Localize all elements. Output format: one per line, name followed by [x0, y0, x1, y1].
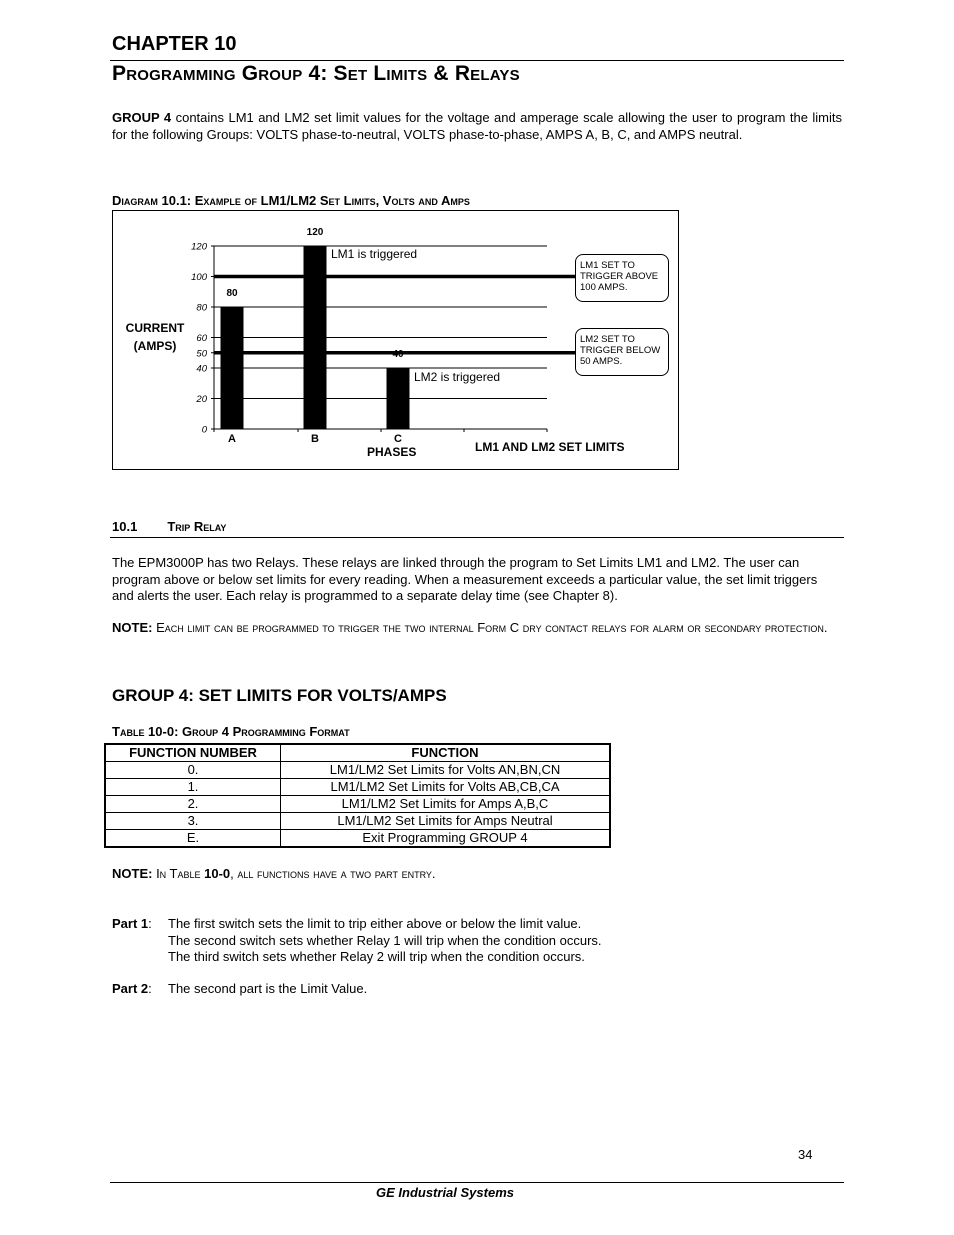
lm1-triggered-note: LM1 is triggered [331, 247, 418, 261]
part2-text: The second part is the Limit Value. [168, 981, 368, 996]
section-title: Trip Relay [167, 519, 227, 534]
table-row [105, 762, 610, 779]
x-tick-label: A [228, 433, 236, 445]
function-number: 3. [105, 813, 281, 830]
footer-company: GE Industrial Systems [376, 1185, 514, 1200]
section-number: 10.1 [112, 519, 138, 534]
function-description: LM1/LM2 Set Limits for Amps Neutral [281, 813, 611, 830]
trip-relay-body: The EPM3000P has two Relays. These relays are linked through the program to Set Limits LM1 and LM2. The user can program above or below set limits for every reading. When a measurement exceeds a particular value, the set limit triggers and alerts the user. Each relay is programmed to a separate delay time (see Chapter 8). [112, 555, 818, 603]
chapter-label: CHAPTER 10 [112, 33, 237, 55]
header-rule [110, 60, 844, 61]
page-number: 34 [798, 1147, 813, 1162]
trip-relay-note [112, 620, 842, 637]
bar-value-label: 40 [392, 349, 404, 360]
function-description: LM1/LM2 Set Limits for Amps A,B,C [281, 796, 611, 813]
part1-line: The first switch sets the limit to trip either above or below the limit value. [168, 916, 582, 931]
diagram-caption: Diagram 10.1: Example of LM1/LM2 Set Limits, Volts and Amps [112, 193, 470, 208]
intro-paragraph [112, 110, 842, 143]
table-note-pre: In Table [152, 866, 205, 881]
y-tick-label: 20 [196, 394, 207, 405]
group4-heading: GROUP 4: SET LIMITS FOR VOLTS/AMPS [112, 686, 447, 705]
section-10-1-heading [112, 519, 226, 534]
bar-b [304, 246, 327, 429]
y-tick-label: 100 [191, 272, 207, 283]
part1-colon: : [148, 916, 152, 931]
lm2-callout: LM2 SET TO TRIGGER BELOW 50 AMPS. [575, 328, 669, 376]
table-row [105, 813, 610, 830]
y-tick-label: 0 [201, 424, 207, 436]
y-label-line1: CURRENT [125, 321, 185, 335]
lm1-callout: LM1 SET TO TRIGGER ABOVE 100 AMPS. [575, 254, 669, 302]
table-caption: Table 10-0: Group 4 Programming Format [112, 724, 350, 739]
diagram-frame [112, 210, 679, 470]
part1-label: Part 1 [112, 916, 149, 931]
x-tick-label: C [394, 433, 402, 445]
y-tick-label: 80 [196, 302, 207, 314]
section-rule [110, 537, 844, 538]
table-row [105, 779, 610, 796]
y-axis-label [123, 321, 187, 353]
lm2-triggered-note: LM2 is triggered [414, 370, 501, 384]
page-title: Programming Group 4: Set Limits & Relays [112, 62, 520, 85]
function-number: E. [105, 830, 281, 848]
table-note [112, 866, 436, 883]
part2 [112, 981, 152, 998]
x-tick-label: B [311, 433, 319, 445]
intro-lead: GROUP 4 [112, 110, 172, 125]
bar-c [387, 368, 410, 429]
x-axis-label: PHASES [367, 445, 417, 459]
function-description: LM1/LM2 Set Limits for Volts AN,BN,CN [281, 762, 611, 779]
set-limits-label: LM1 AND LM2 SET LIMITS [475, 440, 625, 454]
note-label: NOTE: [112, 620, 153, 635]
part1 [112, 916, 152, 933]
function-number: 2. [105, 796, 281, 813]
column-header: FUNCTION [281, 744, 611, 762]
table-note-label: NOTE: [112, 866, 153, 881]
table-row [105, 830, 610, 848]
bar-value-label: 120 [306, 227, 324, 238]
note-text: Each limit can be programmed to trigger the two internal Form C dry contact relays for alarm or secondary protection. [152, 620, 828, 635]
footer-rule [110, 1182, 844, 1183]
table-note-ref: 10-0 [204, 866, 231, 881]
intro-text: contains LM1 and LM2 set limit values for the voltage and amperage scale allowing the user to program the limits for the following Groups: VOLTS phase-to-neutral, VOLTS phase-to-phase, AMPS A, B, C, and AMPS neutral. [112, 110, 842, 142]
y-tick-label: 60 [196, 333, 207, 344]
function-description: LM1/LM2 Set Limits for Volts AB,CB,CA [281, 779, 611, 796]
function-number: 0. [105, 762, 281, 779]
table-note-post: , all functions have a two part entry. [230, 866, 436, 881]
table-header-row [105, 744, 610, 762]
y-tick-label: 120 [191, 241, 207, 253]
programming-format-table [104, 743, 611, 848]
function-number: 1. [105, 779, 281, 796]
part1-line: The third switch sets whether Relay 2 will trip when the condition occurs. [168, 949, 585, 964]
part2-label: Part 2 [112, 981, 149, 996]
bar-value-label: 80 [226, 288, 238, 299]
y-label-line2: (AMPS) [133, 339, 177, 353]
function-description: Exit Programming GROUP 4 [281, 830, 611, 848]
part2-colon: : [148, 981, 152, 996]
table-row [105, 796, 610, 813]
y-tick-label: 50 [196, 348, 207, 360]
bar-a [221, 307, 244, 429]
y-tick-label: 40 [196, 363, 207, 375]
part1-line: The second switch sets whether Relay 1 will trip when the condition occurs. [168, 932, 602, 948]
column-header: FUNCTION NUMBER [105, 744, 281, 762]
part1-lines [168, 916, 602, 966]
